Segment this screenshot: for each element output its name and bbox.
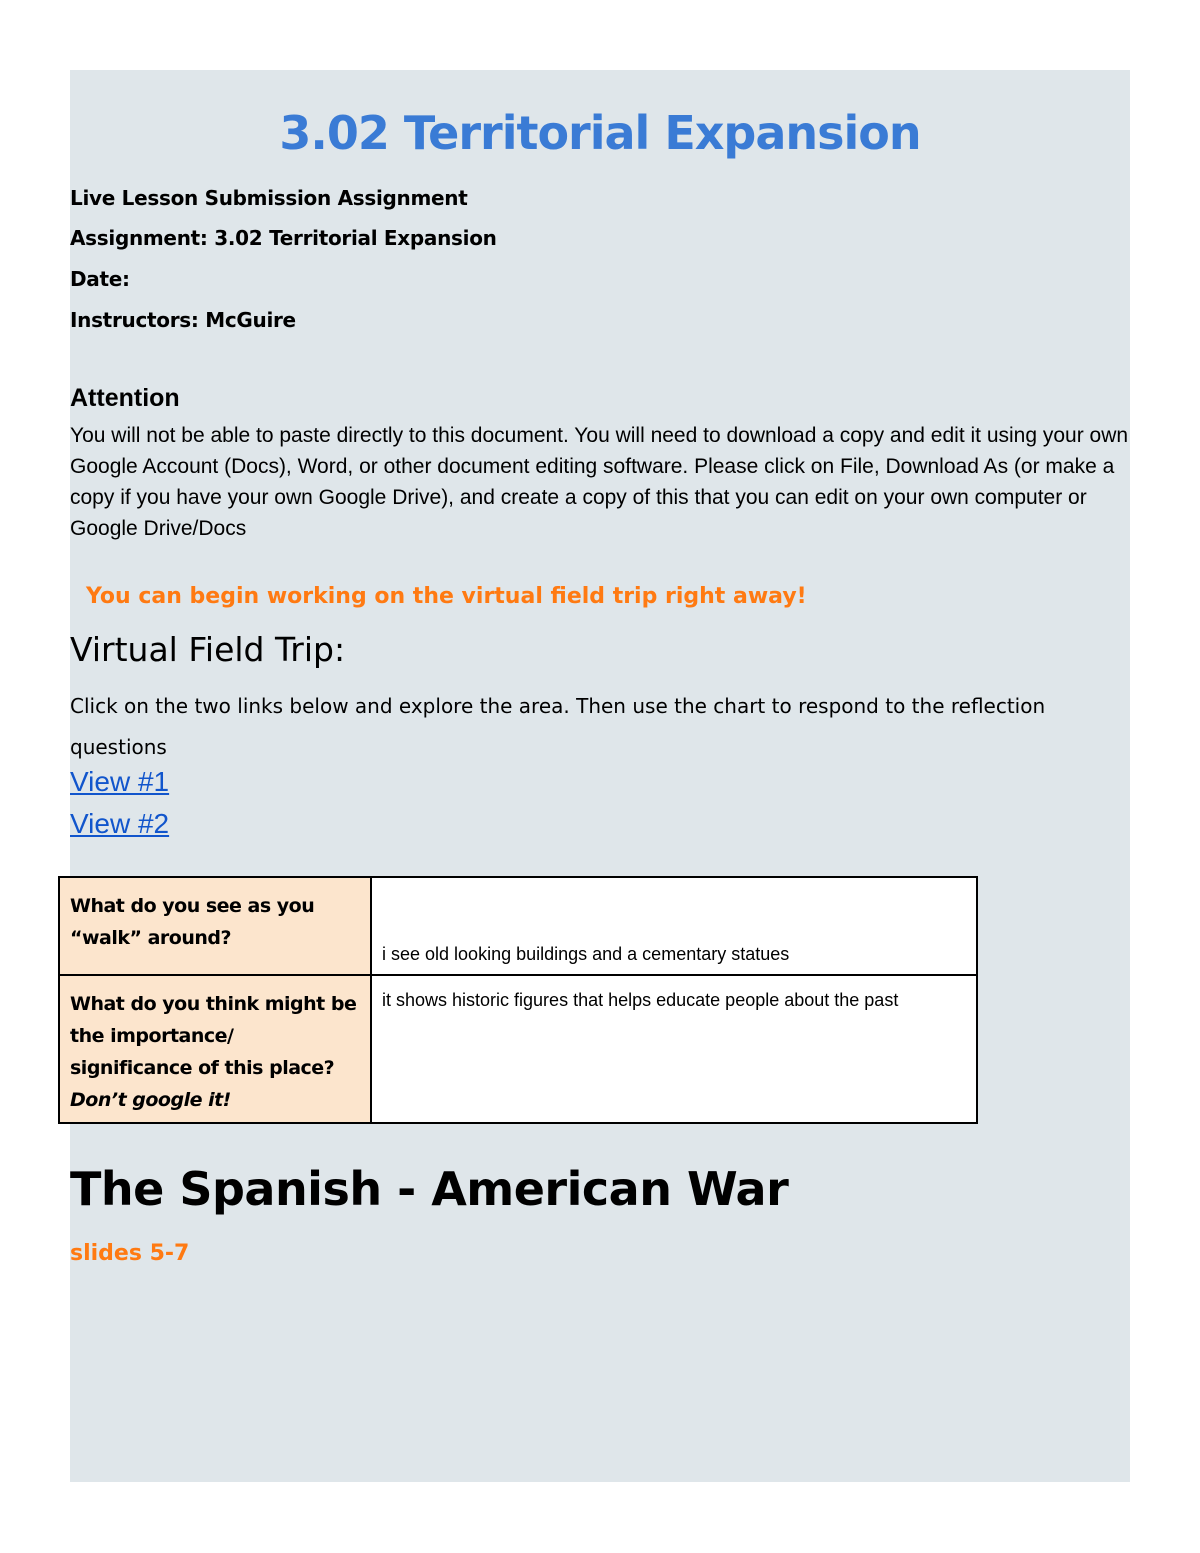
- attention-heading: Attention: [70, 384, 180, 412]
- section-subtitle: slides 5-7: [70, 1241, 190, 1266]
- question-text: What do you see as you “walk” around?: [70, 895, 315, 949]
- instructors: Instructors: McGuire: [70, 308, 296, 332]
- document-page: [70, 70, 1130, 1482]
- assignment-name: Assignment: 3.02 Territorial Expansion: [70, 226, 497, 250]
- question-cell: [59, 975, 371, 1123]
- answer-text: i see old looking buildings and a cementary statues: [382, 944, 790, 964]
- question-text: What do you think might be the importance/ significance of this place?: [70, 993, 357, 1079]
- view-2-link[interactable]: View #2: [70, 808, 170, 839]
- answer-cell[interactable]: [371, 877, 977, 975]
- answer-cell[interactable]: [371, 975, 977, 1123]
- attention-body: You will not be able to paste directly to this document. You will need to download a copy and edit it using your own Google Account (Docs), Word, or other document editing software. Please click on File, Download As (or make a copy if you have your own Google Drive), and create a copy of this that you can edit on your own computer or Google Drive/Docs: [70, 424, 1129, 540]
- answer-text: it shows historic figures that helps educate people about the past: [382, 990, 899, 1010]
- section-title: The Spanish - American War: [70, 1162, 789, 1216]
- reflection-chart: [58, 876, 978, 1124]
- field-trip-callout: You can begin working on the virtual field trip right away!: [86, 584, 807, 609]
- question-note: Don’t google it!: [70, 1089, 231, 1111]
- assignment-type: Live Lesson Submission Assignment: [70, 186, 468, 210]
- virtual-field-trip-heading: Virtual Field Trip:: [70, 630, 346, 669]
- question-cell: [59, 877, 371, 975]
- document-title: 3.02 Territorial Expansion: [279, 106, 921, 160]
- assignment-date: Date:: [70, 267, 130, 291]
- table-row: [59, 975, 977, 1123]
- table-row: [59, 877, 977, 975]
- view-1-link[interactable]: View #1: [70, 766, 170, 797]
- virtual-field-trip-instructions: Click on the two links below and explore the area. Then use the chart to respond to the reflection questions: [70, 694, 1046, 759]
